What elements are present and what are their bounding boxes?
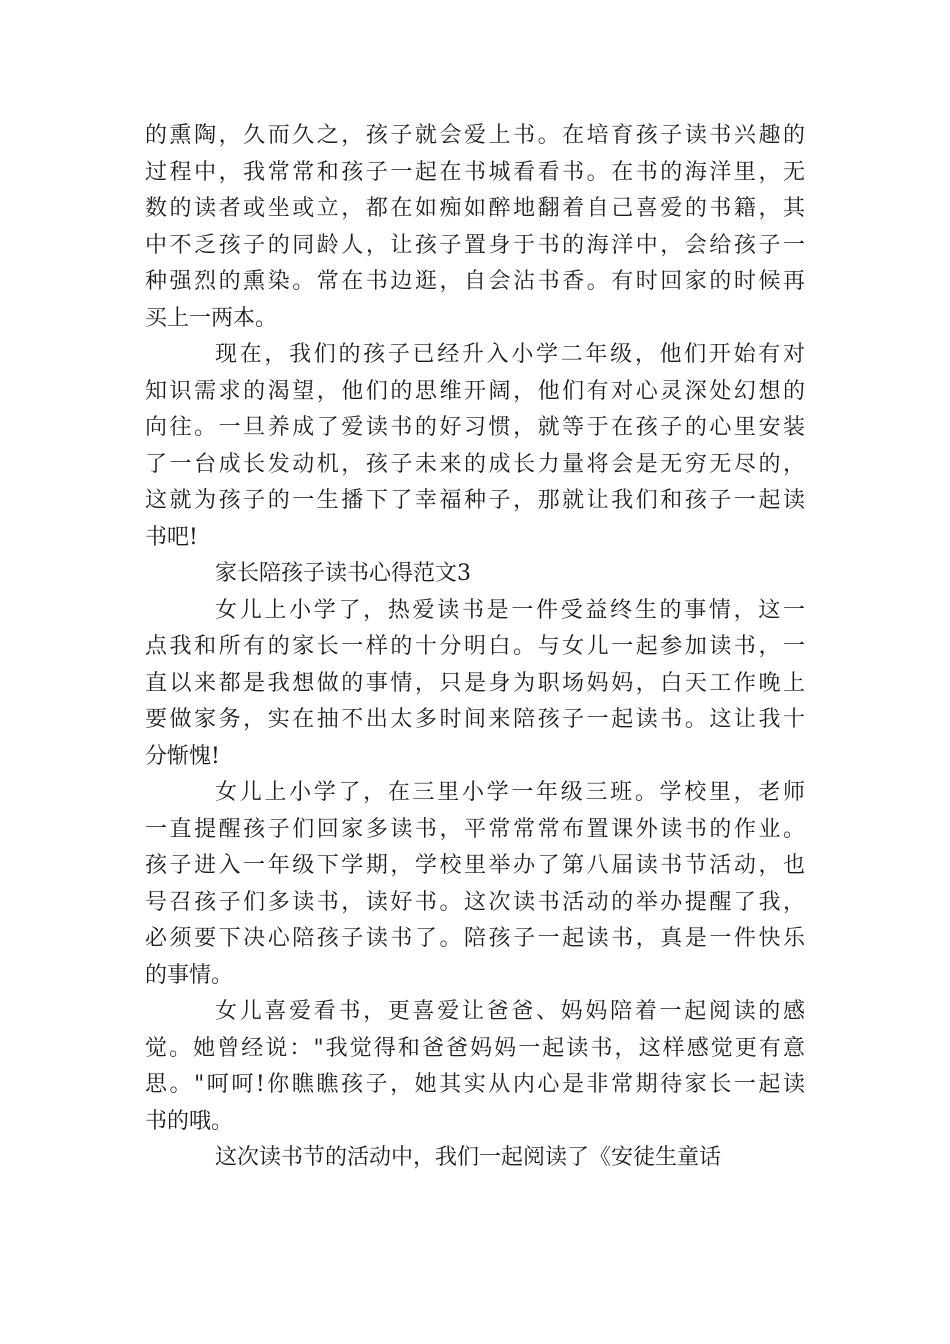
paragraph-5 <box>145 994 805 1140</box>
text-line: 现在，我们的孩子已经升入小学二年级，他们开始有对 <box>215 342 805 367</box>
paragraph-6 <box>145 1140 805 1177</box>
text-line: 种强烈的熏染。常在书边逛，自会沾书香。有时回家的时候再 <box>145 269 805 294</box>
text-line: 书的哦。 <box>145 1108 234 1134</box>
text-line: 一直提醒孩子们回家多读书，平常常常布置课外读书的作业。 <box>145 816 805 842</box>
text-line: 了一台成长发动机，孩子未来的成长力量将会是无穷无尽的， <box>145 451 805 477</box>
text-line: 女儿上小学了，热爱读书是一件受益终生的事情，这一 <box>215 597 805 623</box>
paragraph-4 <box>145 775 805 994</box>
text-line: 分惭愧! <box>145 743 220 769</box>
text-line: 知识需求的渴望，他们的思维开阔，他们有对心灵深处幻想的 <box>145 378 805 404</box>
document-page <box>145 118 805 1177</box>
text-line: 这次读书节的活动中，我们一起阅读了《安徒生童话 <box>215 1145 722 1170</box>
text-line: 觉。她曾经说："我觉得和爸爸妈妈一起读书，这样感觉更有意 <box>145 1035 805 1061</box>
text-line: 这就为孩子的一生播下了幸福种子，那就让我们和孩子一起读 <box>145 488 805 513</box>
text-line: 的熏陶，久而久之，孩子就会爱上书。在培育孩子读书兴趣的 <box>145 123 805 148</box>
text-line: 买上一两本。 <box>145 305 278 331</box>
text-line: 向往。一旦养成了爱读书的好习惯，就等于在孩子的心里安装 <box>145 415 805 440</box>
paragraph-2 <box>145 337 805 556</box>
paragraph-1 <box>145 118 805 337</box>
paragraph-3 <box>145 593 805 776</box>
text-line: 号召孩子们多读书，读好书。这次读书活动的举办提醒了我， <box>145 889 805 915</box>
text-line: 直以来都是我想做的事情，只是身为职场妈妈，白天工作晚上 <box>145 670 805 696</box>
text-line: 的事情。 <box>145 962 234 988</box>
text-line: 女儿上小学了，在三里小学一年级三班。学校里，老师 <box>215 780 805 805</box>
heading-text: 家长陪孩子读书心得范文3 <box>215 561 471 586</box>
text-line: 过程中，我常常和孩子一起在书城看看书。在书的海洋里，无 <box>145 159 805 185</box>
text-line: 要做家务，实在抽不出太多时间来陪孩子一起读书。这让我十 <box>145 707 805 732</box>
text-line: 女儿喜爱看书，更喜爱让爸爸、妈妈陪着一起阅读的感 <box>215 999 805 1024</box>
text-line: 点我和所有的家长一样的十分明白。与女儿一起参加读书，一 <box>145 634 805 659</box>
text-line: 必须要下决心陪孩子读书了。陪孩子一起读书，真是一件快乐 <box>145 926 805 951</box>
section-heading <box>145 556 805 593</box>
text-line: 书吧! <box>145 524 198 550</box>
text-line: 思。"呵呵!你瞧瞧孩子，她其实从内心是非常期待家长一起读 <box>145 1072 805 1097</box>
text-line: 数的读者或坐或立，都在如痴如醉地翻着自己喜爱的书籍，其 <box>145 196 805 221</box>
text-line: 中不乏孩子的同龄人，让孩子置身于书的海洋中，会给孩子一 <box>145 232 805 258</box>
text-line: 孩子进入一年级下学期，学校里举办了第八届读书节活动，也 <box>145 853 805 878</box>
